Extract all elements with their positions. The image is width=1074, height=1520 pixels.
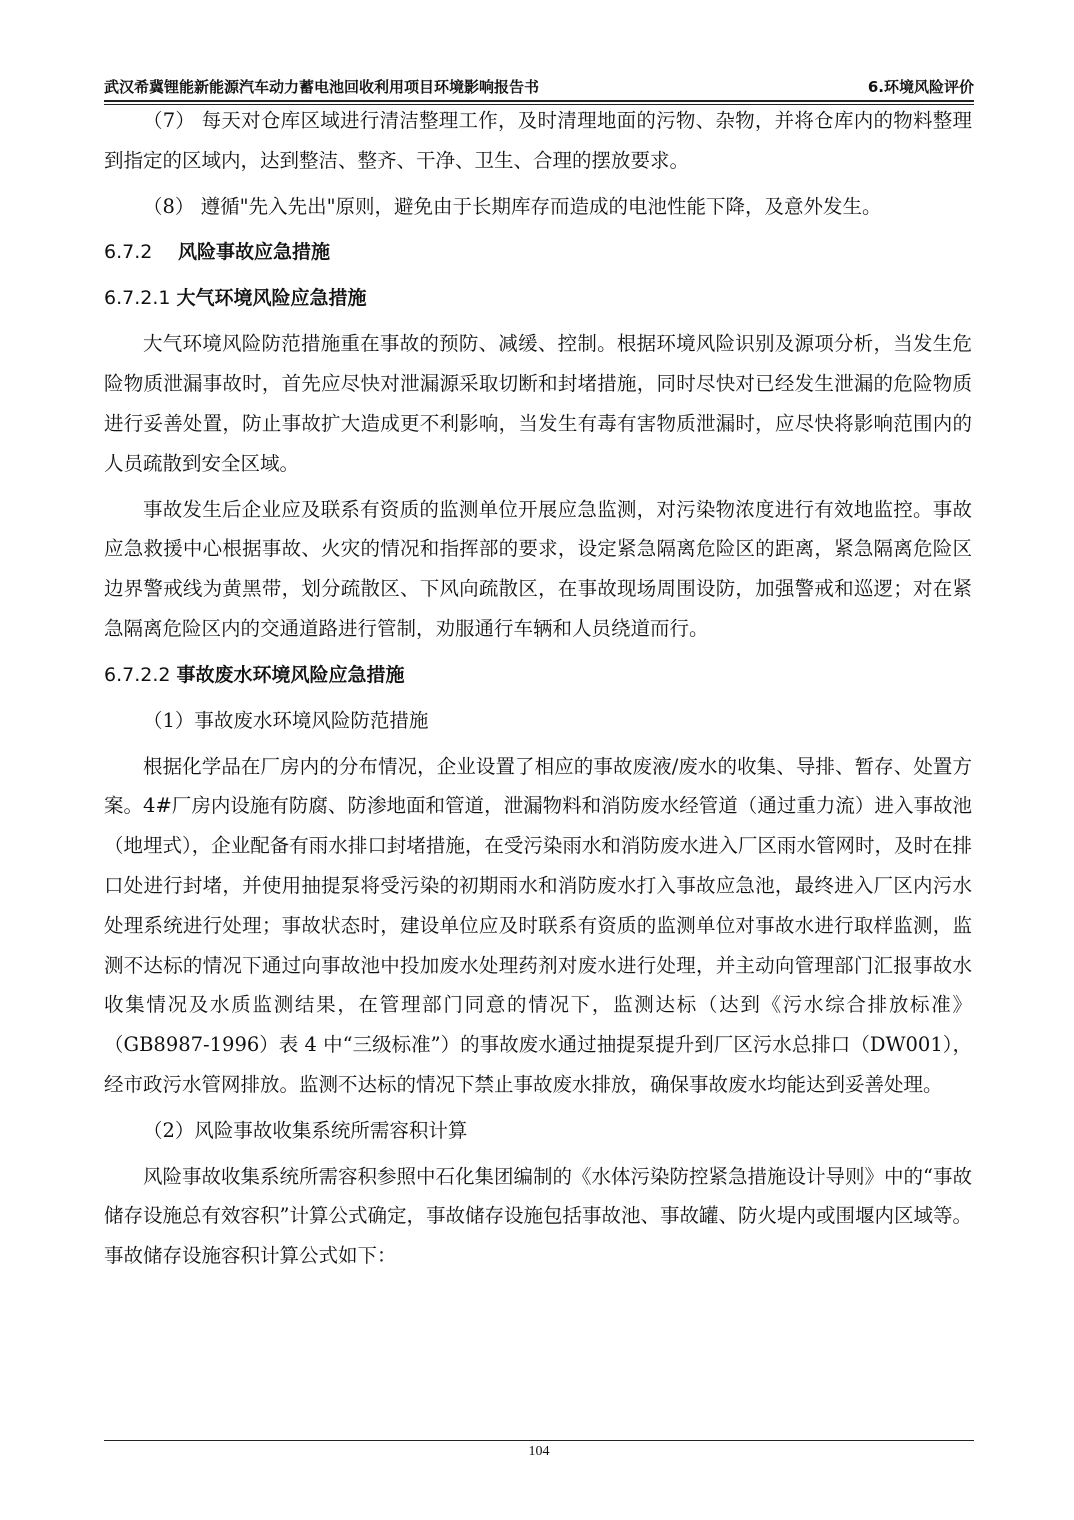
list-item-8: （8） 遵循"先入先出"原则，避免由于长期库存而造成的电池性能下降，及意外发生。: [143, 194, 882, 218]
section-number: 6.7.2: [104, 241, 153, 264]
footer-rule: [104, 1440, 974, 1441]
paragraph-water-2: 风险事故收集系统所需容积参照中石化集团编制的《水体污染防控紧急措施设计导则》中的“事故储存设施总有效容积”计算公式确定，事故储存设施包括事故池、事故罐、防火堤内或围堰内区域等。事故储存设施容积计算公式如下：: [104, 1164, 972, 1268]
subheading-1: （1）事故废水环境风险防范措施: [143, 708, 429, 732]
subheading-2: （2）风险事故收集系统所需容积计算: [143, 1118, 468, 1142]
page-body: [104, 101, 972, 1282]
page-number: 104: [528, 1444, 550, 1459]
report-title: 武汉希冀锂能新能源汽车动力蓄电池回收利用项目环境影响报告书: [104, 78, 540, 96]
section-title: 大气环境风险应急措施: [176, 287, 367, 310]
section-heading-6-7-2: [104, 232, 972, 272]
list-item-7: （7） 每天对仓库区域进行清洁整理工作，及时清理地面的污物、杂物，并将仓库内的物料整理到指定的区域内，达到整洁、整齐、干净、卫生、合理的摆放要求。: [104, 109, 972, 172]
section-number: 6.7.2.1: [104, 287, 171, 310]
section-heading-6-7-2-2: [104, 655, 972, 695]
section-title: 风险事故应急措施: [178, 241, 331, 264]
section-heading-6-7-2-1: [104, 278, 972, 318]
chapter-title: 6.环境风险评价: [867, 78, 974, 96]
section-number: 6.7.2.2: [104, 663, 171, 686]
section-title: 事故废水环境风险应急措施: [176, 663, 405, 686]
paragraph-water-1: 根据化学品在厂房内的分布情况，企业设置了相应的事故废液/废水的收集、导排、暂存、处置方案。4#厂房内设施有防腐、防渗地面和管道，泄漏物料和消防废水经管道（通过重力流）进入事故池（地埋式），企业配备有雨水排口封堵措施，在受污染雨水和消防废水进入厂区雨水管网时，及时在排口处进行封堵，并使用抽提泵将受污染的初期雨水和消防废水打入事故应急池，最终进入厂区内污水处理系统进行处理；事故状态时，建设单位应及时联系有资质的监测单位对事故水进行取样监测，监测不达标的情况下通过向事故池中投加废水处理药剂对废水进行处理，并主动向管理部门汇报事故水收集情况及水质监测结果，在管理部门同意的情况下，监测达标（达到《污水综合排放标准》（GB8987-1996）表 4 中“三级标准”）的事故废水通过抽提泵提升到厂区污水总排口（DW001），经市政污水管网排放。监测不达标的情况下禁止事故废水排放，确保事故废水均能达到妥善处理。: [104, 754, 972, 1096]
page-header: [104, 74, 974, 100]
paragraph-air-2: 事故发生后企业应及联系有资质的监测单位开展应急监测，对污染物浓度进行有效地监控。事故应急救援中心根据事故、火灾的情况和指挥部的要求，设定紧急隔离危险区的距离，紧急隔离危险区边界警戒线为黄黑带，划分疏散区、下风向疏散区，在事故现场周围设防，加强警戒和巡逻；对在紧急隔离危险区内的交通道路进行管制，劝服通行车辆和人员绕道而行。: [104, 497, 972, 640]
paragraph-air-1: 大气环境风险防范措施重在事故的预防、减缓、控制。根据环境风险识别及源项分析，当发生危险物质泄漏事故时，首先应尽快对泄漏源采取切断和封堵措施，同时尽快对已经发生泄漏的危险物质进行妥善处置，防止事故扩大造成更不利影响，当发生有毒有害物质泄漏时，应尽快将影响范围内的人员疏散到安全区域。: [104, 332, 972, 475]
